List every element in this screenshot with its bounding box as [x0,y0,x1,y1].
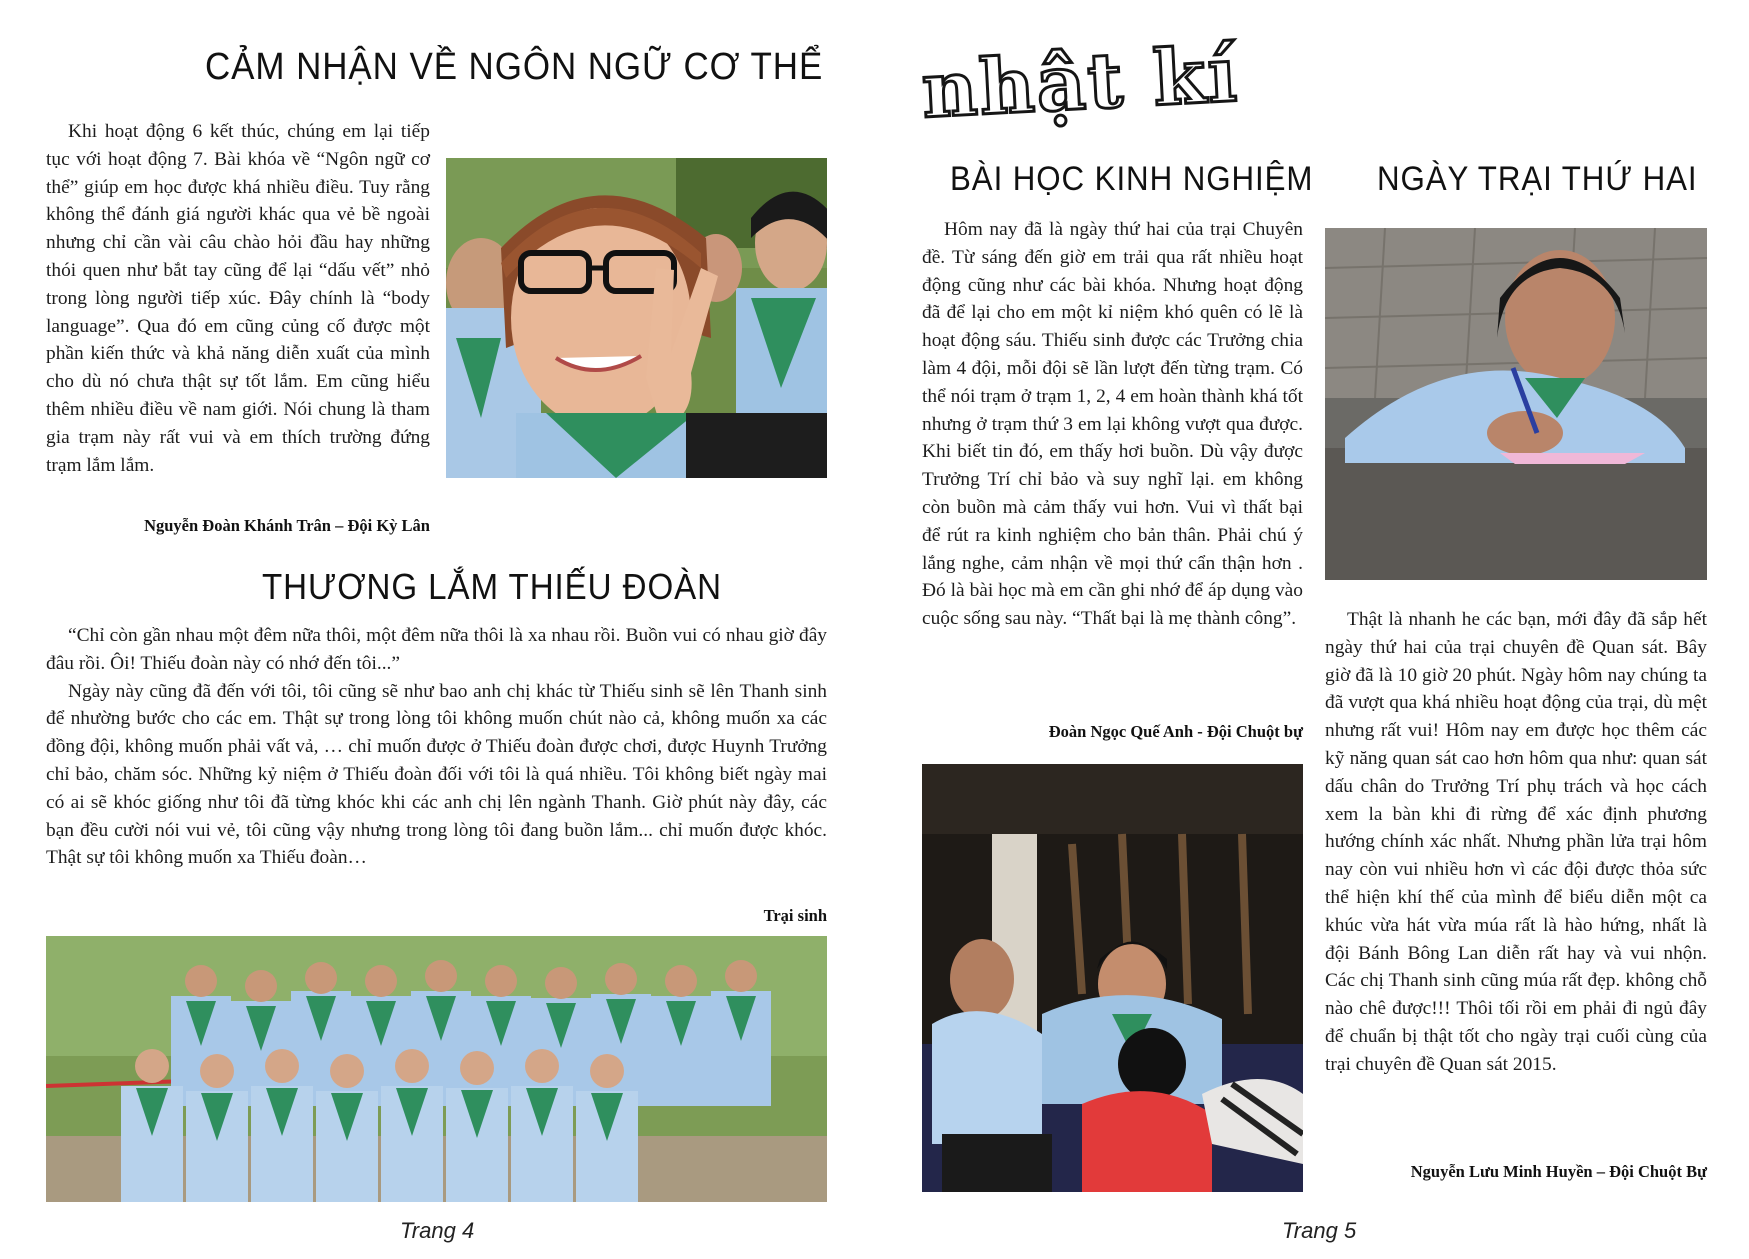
author-second-day: Nguyễn Lưu Minh Huyền – Đội Chuột Bự [1410,1162,1707,1181]
article-title-second-day: NGÀY TRẠI THỨ HAI [1377,160,1698,198]
photo-campfire-night [922,764,1303,1192]
thieu-doan-quote: “Chỉ còn gần nhau một đêm nữa thôi, một đêm nữa thôi là xa nhau rồi. Buồn vui có nhau giờ đây đâu rồi. Ôi! Thiếu đoàn này có nhớ đến tôi...” [46,625,827,674]
article-body-thieu-doan [46,622,827,872]
author-body-language: Nguyễn Đoàn Khánh Trân – Đội Kỳ Lân [144,516,430,535]
section-title-diary: nhật kí [919,29,1241,135]
page-number-left: Trang 4 [400,1218,475,1243]
author-thieu-doan: Trại sinh [763,906,827,925]
article-body-second-day: Thật là nhanh he các bạn, mới đây đã sắp hết ngày thứ hai của trại chuyên đề Quan sát. Bây giờ đã là 10 giờ 20 phút. Ngày hôm nay chúng ta đã vượt qua khá nhiều hoạt động của trại, dù mệt nhưng rất vui! Hôm nay em được học thêm các kỹ năng quan sát cao hơn hôm qua như: quan sát dấu chân do Trưởng Trí phụ trách và học cách xem la bàn khi đi rừng để xác định phương hướng chính xác nhất. Nhưng phần lửa trại hôm nay còn vui nhiều hơn vì các đội được thỏa sức thể hiện khí thế của mình để biểu diễn một ca khúc vừa hát vừa múa rất là hào hứng, nhất là đội Bánh Bông Lan diễn rất hay và vui nhộn. Các chị Thanh sinh cũng múa rất đẹp. không chỗ nào chê được!!! Thôi tối rồi em phải đi ngủ đây để chuẩn bị thật tốt cho ngày trại cuối cùng của trại chuyên đề Quan sát 2015. [1325,609,1707,1075]
article-title-lesson: BÀI HỌC KINH NGHIỆM [950,160,1314,198]
thieu-doan-paragraph: Ngày này cũng đã đến với tôi, tôi cũng sẽ như bao anh chị khác từ Thiếu sinh sẽ lên Thanh sinh để nhường bước cho các em. Thật sự trong lòng tôi không muốn chút nào cả, không muốn xa các đồng đội, không muốn phải vất vả, … chỉ muốn được ở Thiếu đoàn được chơi, được Huynh Trưởng chỉ bảo, chăm sóc. Những kỷ niệm ở Thiếu đoàn đối với tôi là quá nhiều. Tôi không biết ngày mai có ai sẽ khóc giống như tôi đã từng khóc khi các anh chị lên ngành Thanh. Giờ phút này đây, các bạn đều cười nói vui vẻ, tôi cũng vậy nhưng trong lòng tôi đang buồn lắm... chỉ muốn được khóc. Thật sự tôi không muốn xa Thiếu đoàn… [46,680,827,869]
author-lesson: Đoàn Ngọc Quế Anh - Đội Chuột bự [1048,722,1303,741]
page-number-right: Trang 5 [1282,1218,1357,1243]
photo-group-scouts [46,936,827,1202]
article-body-lesson: Hôm nay đã là ngày thứ hai của trại Chuyên đề. Từ sáng đến giờ em trải qua rất nhiều hoạt động cũng như các bài khóa. Nhưng hoạt động đã để lại cho em một kỉ niệm khó quên có lẽ là hoạt động sáu. Thiếu sinh được các Trưởng chia làm 4 đội, mỗi đội sẽ lần lượt đến từng trạm. Có thể nói trạm ở trạm 1, 2, 4 em hoàn thành khá tốt nhưng ở trạm thứ 3 em lại không vượt qua được. Khi biết tin đó, em thấy hơi buồn. Dù vậy được Trưởng Trí chỉ bảo và suy nghĩ lại. em không còn buồn mà cảm thấy vui hơn. Vui vì thất bại để rút ra kinh nghiệm cho bản thân. Phải chú ý lắng nghe, cảm nhận về mọi thứ cẩn thận hơn . Đó là bài học mà em cần ghi nhớ để áp dụng vào cuộc sống sau này. “Thất bại là mẹ thành công”. [922,219,1303,630]
article-title-thieu-doan: THƯƠNG LẮM THIẾU ĐOÀN [262,566,722,607]
photo-girl-writing [1325,228,1707,580]
article-body-body-language: Khi hoạt động 6 kết thúc, chúng em lại tiếp tục với hoạt động 7. Bài khóa về “Ngôn ngữ cơ thể” giúp em học được khá nhiều điều. Tuy rằng không thể đánh giá người khác qua vẻ bề ngoài nhưng chỉ cần vài câu chào hỏi đầu hay những thói quen như bắt tay cũng để lại “dấu vết” nhỏ trong lòng người tiếp xúc. Đây chính là “body language”. Qua đó em cũng củng cố được một phần kiến thức và khả năng diễn xuất của mình cho dù nó chưa thật sự tốt lắm. Em cũng hiểu thêm nhiều điều về nam giới. Nói chung là tham gia trạm này rất vui và em thích trường đứng trạm lắm lắm. [46,121,430,476]
photo-girl-peace-sign [446,158,827,478]
article-title-body-language: CẢM NHẬN VỀ NGÔN NGỮ CƠ THỂ [205,46,824,88]
